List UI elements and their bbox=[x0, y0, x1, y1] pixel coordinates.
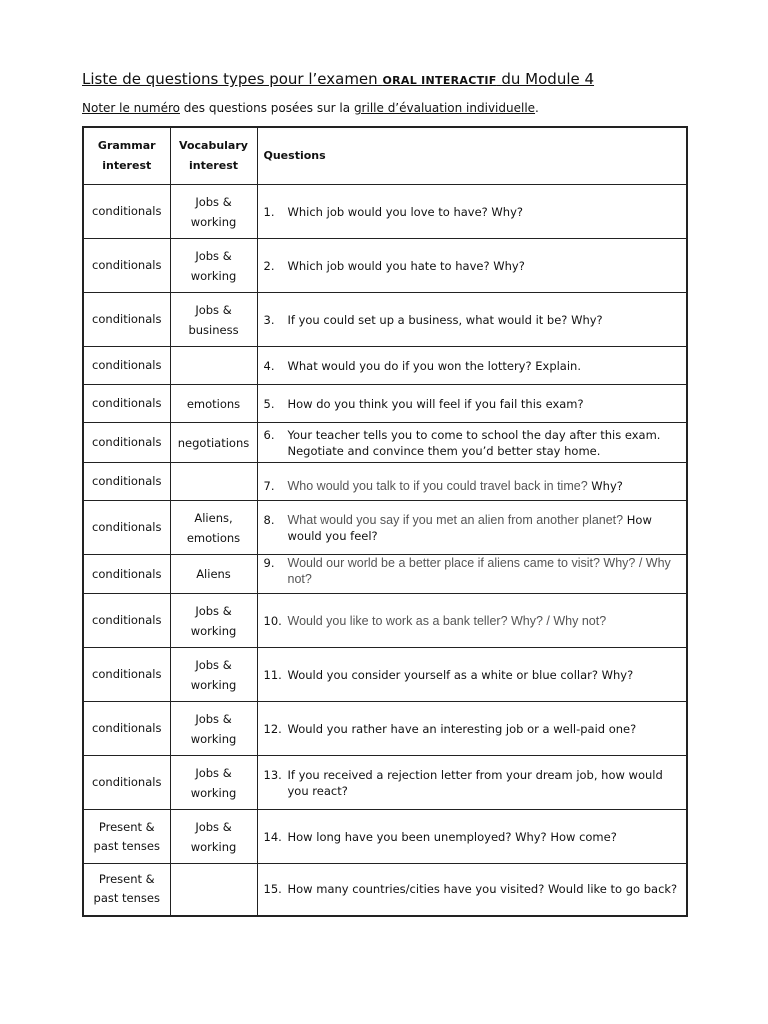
title-caps: ORAL INTERACTIF bbox=[382, 74, 497, 87]
question-number: 7. bbox=[263, 479, 275, 493]
question-number: 11. bbox=[263, 667, 282, 682]
question-number: 4. bbox=[263, 358, 275, 373]
subtitle-middle: des questions posées sur la bbox=[179, 101, 354, 115]
question-cell bbox=[257, 864, 687, 916]
subtitle-end: . bbox=[535, 101, 539, 115]
grammar-cell: conditionals bbox=[83, 423, 170, 463]
grammar-cell: conditionals bbox=[83, 648, 170, 702]
subtitle-underlined-2: grille d’évaluation individuelle bbox=[353, 101, 536, 115]
header-questions: Questions bbox=[257, 127, 687, 185]
grammar-cell: conditionals bbox=[83, 239, 170, 293]
grammar-cell: conditionals bbox=[83, 702, 170, 756]
grammar-cell: conditionals bbox=[83, 555, 170, 594]
grammar-cell: conditionals bbox=[83, 293, 170, 347]
grammar-cell: conditionals bbox=[83, 594, 170, 648]
header-vocabulary: Vocabulary interest bbox=[170, 127, 257, 185]
vocabulary-cell: Aliens bbox=[170, 555, 257, 594]
question-text-wrap bbox=[288, 555, 681, 587]
vocabulary-cell: negotiations bbox=[170, 423, 257, 463]
table-row bbox=[83, 810, 687, 864]
grammar-cell: conditionals bbox=[83, 756, 170, 810]
question-text: Which job would you hate to have? Why? bbox=[287, 258, 525, 273]
table-row bbox=[83, 756, 687, 810]
question-number: 15. bbox=[263, 882, 282, 897]
question-number: 10. bbox=[263, 613, 282, 628]
question-number: 3. bbox=[263, 312, 275, 327]
question-text-wrap bbox=[288, 512, 681, 544]
question-cell bbox=[257, 423, 687, 463]
title-part-1: Liste de questions types pour l’examen bbox=[82, 70, 383, 88]
grammar-cell: conditionals bbox=[83, 385, 170, 423]
grammar-cell: conditionals bbox=[83, 347, 170, 385]
grammar-cell: conditionals bbox=[83, 501, 170, 555]
grammar-cell: Present & past tenses bbox=[83, 864, 170, 916]
question-text-wrap bbox=[288, 881, 681, 897]
grammar-cell: conditionals bbox=[83, 185, 170, 239]
table-row bbox=[83, 594, 687, 648]
table-row bbox=[83, 185, 687, 239]
question-number: 2. bbox=[263, 258, 275, 273]
table-row bbox=[83, 347, 687, 385]
table-row bbox=[83, 864, 687, 916]
question-text: Your teacher tells you to come to school the day after this exam. Negotiate and convince them you’d better stay home. bbox=[287, 427, 661, 458]
question-cell bbox=[257, 185, 687, 239]
vocabulary-cell: emotions bbox=[170, 385, 257, 423]
question-cell bbox=[257, 385, 687, 423]
question-text: Would you like to work as a bank teller? Why? / Why not? bbox=[287, 613, 607, 628]
question-text-wrap bbox=[288, 358, 681, 374]
table-row bbox=[83, 463, 687, 501]
question-text: How many countries/cities have you visited? Would like to go back? bbox=[287, 882, 678, 897]
table-body bbox=[83, 185, 687, 916]
question-text: Who would you talk to if you could travel back in time? bbox=[287, 479, 588, 493]
question-text-wrap bbox=[288, 204, 681, 220]
question-text: What would you say if you met an alien from another planet? bbox=[287, 512, 624, 527]
grammar-cell: Present & past tenses bbox=[83, 810, 170, 864]
question-followup: How would you feel? bbox=[287, 512, 652, 543]
table-header-row bbox=[83, 127, 687, 185]
table-row bbox=[83, 293, 687, 347]
question-text-wrap bbox=[288, 667, 681, 683]
header-grammar: Grammar interest bbox=[83, 127, 170, 185]
question-number: 1. bbox=[263, 204, 275, 219]
vocabulary-cell: Jobs & working bbox=[170, 810, 257, 864]
table-row bbox=[83, 555, 687, 594]
question-text: Would our world be a better place if aliens came to visit? Why? / Why not? bbox=[287, 556, 671, 586]
questions-table bbox=[82, 126, 688, 917]
question-number: 6. bbox=[263, 427, 275, 442]
question-cell bbox=[257, 756, 687, 810]
question-number: 13. bbox=[263, 767, 282, 782]
vocabulary-cell: Jobs & working bbox=[170, 648, 257, 702]
vocabulary-cell bbox=[170, 347, 257, 385]
question-text-wrap bbox=[288, 767, 681, 799]
question-cell bbox=[257, 347, 687, 385]
question-number: 12. bbox=[263, 721, 282, 736]
question-cell bbox=[257, 293, 687, 347]
question-text: Which job would you love to have? Why? bbox=[287, 204, 523, 219]
vocabulary-cell: Aliens, emotions bbox=[170, 501, 257, 555]
vocabulary-cell: Jobs & working bbox=[170, 702, 257, 756]
question-text: If you could set up a business, what would it be? Why? bbox=[287, 312, 603, 327]
vocabulary-cell bbox=[170, 864, 257, 916]
vocabulary-cell: Jobs & working bbox=[170, 239, 257, 293]
vocabulary-cell: Jobs & business bbox=[170, 293, 257, 347]
question-text-wrap bbox=[288, 427, 681, 459]
question-text-wrap bbox=[288, 312, 681, 328]
page-subtitle bbox=[82, 101, 539, 115]
question-text: How long have you been unemployed? Why? How come? bbox=[287, 829, 617, 844]
question-text-wrap bbox=[288, 613, 681, 629]
title-part-2: du Module 4 bbox=[496, 70, 595, 88]
question-number: 8. bbox=[263, 512, 275, 527]
table-row bbox=[83, 648, 687, 702]
table-row bbox=[83, 501, 687, 555]
vocabulary-cell: Jobs & working bbox=[170, 185, 257, 239]
question-text: Would you consider yourself as a white or blue collar? Why? bbox=[287, 667, 634, 682]
question-text-wrap bbox=[288, 396, 681, 412]
question-cell bbox=[257, 501, 687, 555]
vocabulary-cell: Jobs & working bbox=[170, 756, 257, 810]
question-number: 14. bbox=[263, 829, 282, 844]
question-cell bbox=[257, 594, 687, 648]
question-text-wrap bbox=[288, 829, 681, 845]
table-row bbox=[83, 385, 687, 423]
question-text: If you received a rejection letter from your dream job, how would you react? bbox=[287, 767, 663, 798]
page-title bbox=[82, 70, 594, 88]
question-cell bbox=[257, 648, 687, 702]
table-row bbox=[83, 423, 687, 463]
table-row bbox=[83, 239, 687, 293]
grammar-cell: conditionals bbox=[83, 463, 170, 501]
question-cell bbox=[257, 702, 687, 756]
question-text-wrap bbox=[288, 478, 681, 494]
question-cell bbox=[257, 555, 687, 594]
question-cell bbox=[257, 463, 687, 501]
question-cell bbox=[257, 810, 687, 864]
question-text: What would you do if you won the lottery? Explain. bbox=[287, 358, 581, 373]
question-text: How do you think you will feel if you fail this exam? bbox=[287, 396, 584, 411]
question-cell bbox=[257, 239, 687, 293]
question-text-wrap bbox=[288, 721, 681, 737]
question-text: Would you rather have an interesting job or a well-paid one? bbox=[287, 721, 637, 736]
vocabulary-cell bbox=[170, 463, 257, 501]
subtitle-underlined-1: Noter le numéro bbox=[82, 101, 180, 115]
question-text-wrap bbox=[288, 258, 681, 274]
vocabulary-cell: Jobs & working bbox=[170, 594, 257, 648]
question-followup: Why? bbox=[587, 479, 623, 493]
question-number: 5. bbox=[263, 396, 275, 411]
question-number: 9. bbox=[263, 556, 275, 570]
table-row bbox=[83, 702, 687, 756]
